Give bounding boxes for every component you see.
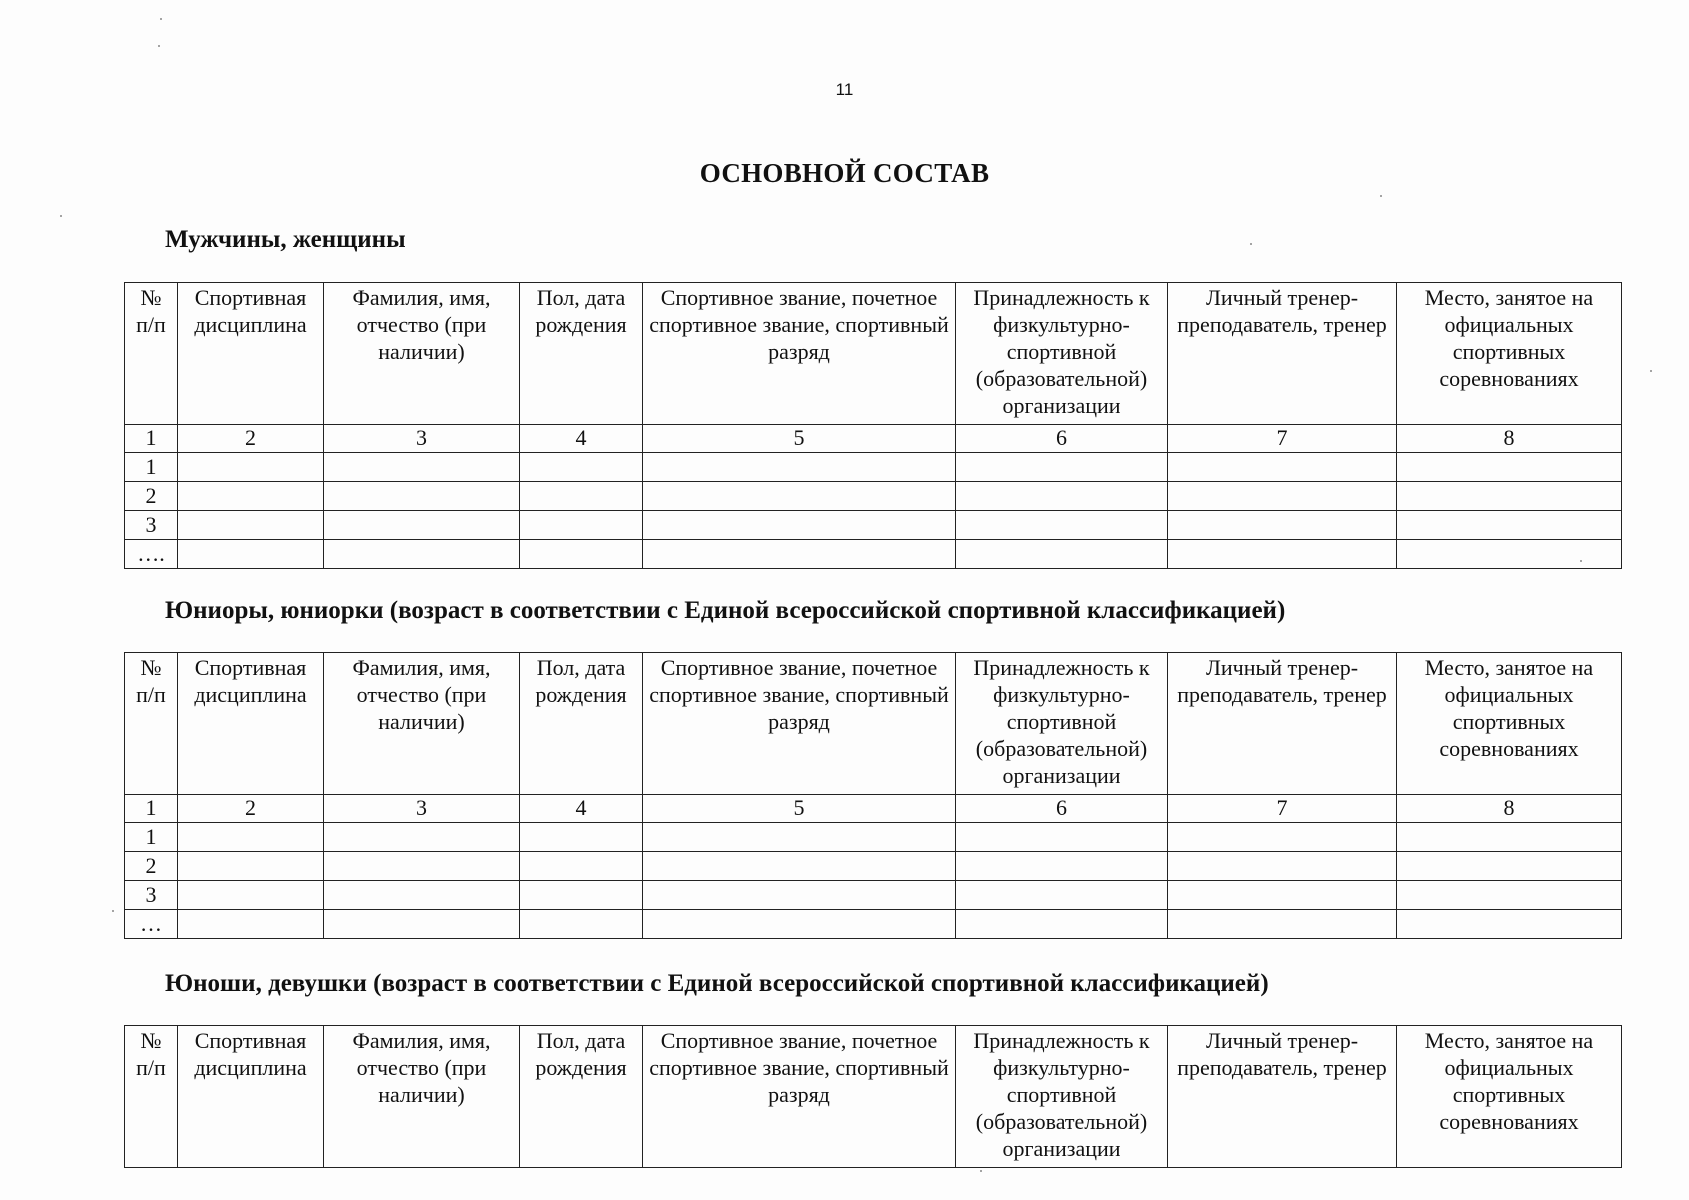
table-row [125,482,1622,511]
table-cell[interactable] [1168,823,1397,852]
column-header-place: Место, занятое на официальных спортивных соревнованиях [1397,283,1622,425]
scan-speck [160,18,162,20]
table-cell[interactable] [956,823,1168,852]
table-cell[interactable] [643,881,956,910]
table-cell[interactable] [520,482,643,511]
row-number: … [125,910,178,939]
table-cell[interactable] [1397,453,1622,482]
table-cell[interactable] [1168,540,1397,569]
table-cell[interactable] [178,823,324,852]
table-cell[interactable] [643,540,956,569]
table-row [125,910,1622,939]
table-cell[interactable] [178,852,324,881]
column-header-coach: Личный тренер-преподаватель, тренер [1168,283,1397,425]
roster-table-youth [124,1025,1622,1168]
table-cell[interactable] [643,910,956,939]
table-cell[interactable] [1168,852,1397,881]
column-header-sex-birthdate: Пол, дата рождения [520,283,643,425]
table-row [125,511,1622,540]
table-cell[interactable] [956,482,1168,511]
column-header-organization: Принадлежность к физкультурно-спортивной (образовательной) организации [956,653,1168,795]
row-number: …. [125,540,178,569]
row-number: 3 [125,511,178,540]
column-header-title-rank: Спортивное звание, почетное спортивное звание, спортивный разряд [643,1026,956,1168]
table-cell[interactable] [1397,540,1622,569]
table-cell[interactable] [324,852,520,881]
row-number: 1 [125,823,178,852]
table-cell[interactable] [178,540,324,569]
table-cell[interactable] [520,852,643,881]
table-row [125,453,1622,482]
column-number: 3 [324,795,520,823]
column-header-number: № п/п [125,653,178,795]
column-header-sex-birthdate: Пол, дата рождения [520,1026,643,1168]
table-cell[interactable] [324,823,520,852]
column-number: 3 [324,425,520,453]
page-number: 11 [835,80,854,99]
column-header-title-rank: Спортивное звание, почетное спортивное звание, спортивный разряд [643,283,956,425]
table-cell[interactable] [1168,453,1397,482]
table-header-row [125,653,1622,795]
roster-table-youth-clip [124,1025,1624,1161]
scan-speck [980,1170,982,1172]
table-row [125,540,1622,569]
section-heading-youth: Юноши, девушки (возраст в соответствии с Единой всероссийской спортивной классификацией) [165,970,1269,997]
column-number: 7 [1168,425,1397,453]
table-header-row [125,1026,1622,1168]
column-header-organization: Принадлежность к физкультурно-спортивной (образовательной) организации [956,283,1168,425]
table-cell[interactable] [956,511,1168,540]
column-header-coach: Личный тренер-преподаватель, тренер [1168,1026,1397,1168]
table-cell[interactable] [324,482,520,511]
column-header-number: № п/п [125,1026,178,1168]
table-cell[interactable] [643,852,956,881]
table-cell[interactable] [520,823,643,852]
table-cell[interactable] [520,881,643,910]
roster-table-juniors [124,652,1622,939]
column-number: 1 [125,425,178,453]
table-cell[interactable] [1168,881,1397,910]
column-header-discipline: Спортивная дисциплина [178,653,324,795]
column-header-discipline: Спортивная дисциплина [178,283,324,425]
table-cell[interactable] [956,453,1168,482]
scan-speck [1580,560,1582,562]
page-title: ОСНОВНОЙ СОСТАВ [699,158,990,188]
row-number: 2 [125,852,178,881]
table-cell[interactable] [956,881,1168,910]
table-row [125,823,1622,852]
table-cell[interactable] [1168,511,1397,540]
column-header-organization: Принадлежность к физкультурно-спортивной (образовательной) организации [956,1026,1168,1168]
scan-speck [1250,243,1252,245]
column-number: 6 [956,425,1168,453]
row-number: 3 [125,881,178,910]
table-cell[interactable] [1397,910,1622,939]
table-cell[interactable] [178,453,324,482]
table-cell[interactable] [956,910,1168,939]
table-cell[interactable] [1397,823,1622,852]
column-number: 4 [520,795,643,823]
table-cell[interactable] [178,511,324,540]
table-cell[interactable] [643,511,956,540]
column-number: 6 [956,795,1168,823]
table-cell[interactable] [520,453,643,482]
scan-speck [1650,370,1652,372]
table-cell[interactable] [520,511,643,540]
row-number: 1 [125,453,178,482]
section-heading-men-women: Мужчины, женщины [165,226,406,253]
table-cell[interactable] [178,482,324,511]
table-cell[interactable] [520,910,643,939]
row-number: 2 [125,482,178,511]
table-cell[interactable] [324,511,520,540]
table-cell[interactable] [520,540,643,569]
column-header-place: Место, занятое на официальных спортивных соревнованиях [1397,653,1622,795]
column-number: 1 [125,795,178,823]
column-header-number: № п/п [125,283,178,425]
column-number-row [125,795,1622,823]
scan-speck [1380,195,1382,197]
column-header-full-name: Фамилия, имя, отчество (при наличии) [324,1026,520,1168]
table-cell[interactable] [956,540,1168,569]
column-number: 7 [1168,795,1397,823]
table-cell[interactable] [178,910,324,939]
column-header-discipline: Спортивная дисциплина [178,1026,324,1168]
table-cell[interactable] [643,453,956,482]
table-cell[interactable] [324,881,520,910]
column-header-coach: Личный тренер-преподаватель, тренер [1168,653,1397,795]
column-header-full-name: Фамилия, имя, отчество (при наличии) [324,283,520,425]
column-header-place: Место, занятое на официальных спортивных соревнованиях [1397,1026,1622,1168]
column-number: 2 [178,425,324,453]
table-cell[interactable] [956,852,1168,881]
table-cell[interactable] [643,482,956,511]
table-row [125,852,1622,881]
scan-speck [112,910,114,912]
table-cell[interactable] [1168,482,1397,511]
column-number: 5 [643,425,956,453]
table-cell[interactable] [324,453,520,482]
column-number: 8 [1397,795,1622,823]
table-header-row [125,283,1622,425]
table-cell[interactable] [1168,910,1397,939]
section-heading-juniors: Юниоры, юниорки (возраст в соответствии с Единой всероссийской спортивной классификацией) [165,597,1286,624]
column-header-full-name: Фамилия, имя, отчество (при наличии) [324,653,520,795]
table-cell[interactable] [1397,881,1622,910]
column-header-title-rank: Спортивное звание, почетное спортивное звание, спортивный разряд [643,653,956,795]
column-number: 8 [1397,425,1622,453]
roster-table-men-women [124,282,1622,569]
column-number: 2 [178,795,324,823]
column-number: 5 [643,795,956,823]
column-number-row [125,425,1622,453]
table-cell[interactable] [1397,511,1622,540]
table-cell[interactable] [1397,852,1622,881]
scan-speck [158,45,160,47]
table-cell[interactable] [324,540,520,569]
table-cell[interactable] [1397,482,1622,511]
table-row [125,881,1622,910]
column-header-sex-birthdate: Пол, дата рождения [520,653,643,795]
table-cell[interactable] [324,910,520,939]
scan-speck [60,215,62,217]
table-cell[interactable] [643,823,956,852]
table-cell[interactable] [178,881,324,910]
column-number: 4 [520,425,643,453]
